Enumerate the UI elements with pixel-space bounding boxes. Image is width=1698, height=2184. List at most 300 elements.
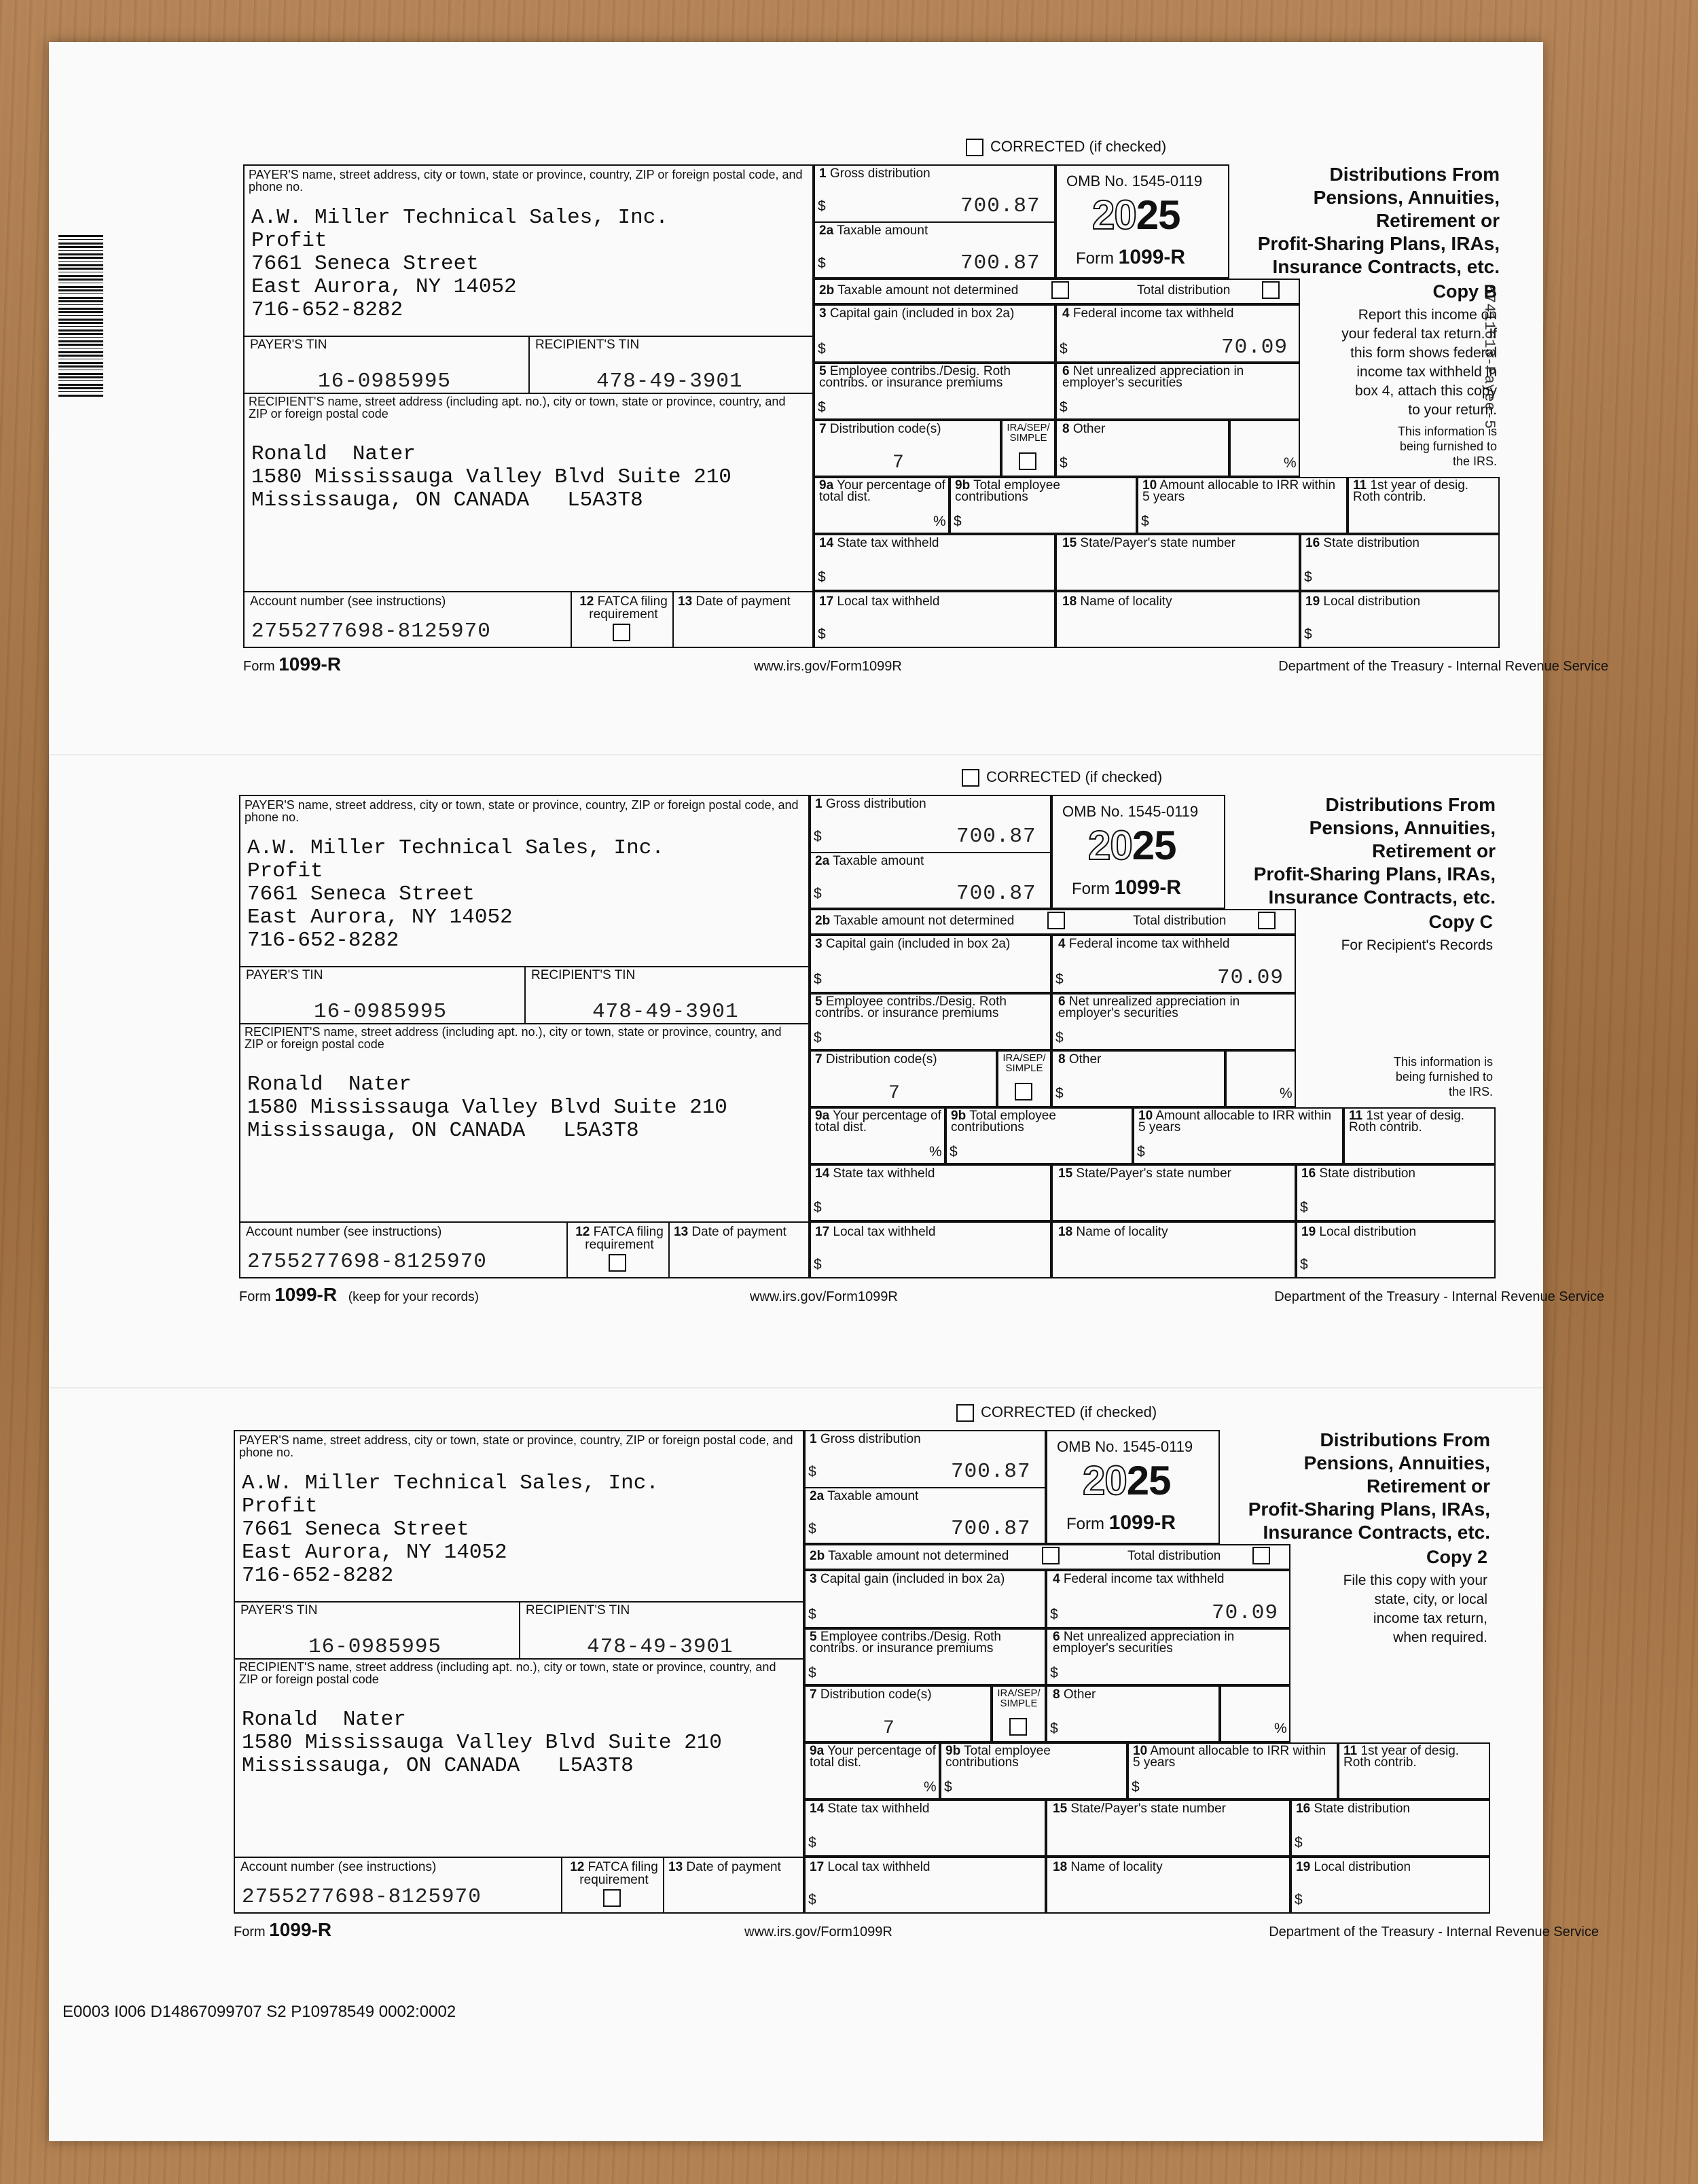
dollar-sign: $ [814,829,822,844]
percent-sign: % [929,1144,942,1160]
label-text: State/Payer's state number [1076,1166,1231,1181]
label-text: 1st year of desig. Roth contrib. [1349,1109,1465,1134]
dollar-sign: $ [1060,455,1068,471]
label-text: Capital gain (included in box 2a) [820,1572,1005,1586]
payer-line: 716-652-8282 [251,298,403,322]
dollar-sign: $ [1050,1607,1058,1622]
label-text: Name of locality [1076,1225,1168,1239]
fatca-checkbox[interactable] [609,1254,626,1272]
dollar-sign: $ [1295,1892,1303,1908]
field-label [1296,1861,1486,1874]
label-text: Employee contribs./Desig. Roth contribs. or insurance premiums [810,1630,1001,1655]
gross-distribution-value: 700.87 [951,1460,1031,1484]
ira-label: IRA/SEP/ SIMPLE [1002,1052,1046,1074]
field-label [819,224,1050,237]
box-number: 14 [819,536,834,550]
fatca-label [576,595,671,621]
box-number: 5 [810,1630,817,1644]
payer-line: Profit [242,1494,318,1518]
title-line: Retirement or [1371,840,1496,861]
box-number: 9b [951,1109,967,1123]
box-number: 4 [1053,1572,1060,1586]
payer-line: A.W. Miller Technical Sales, Inc. [242,1471,659,1495]
taxable-amount-value: 700.87 [956,882,1036,906]
form-word: Form [1076,249,1114,268]
label-text: Federal income tax withheld [1072,306,1234,321]
field-label [239,1434,796,1458]
label-text: Date of payment [696,594,791,609]
field-label [1053,1688,1216,1701]
label-text: 1st year of desig. Roth contrib. [1353,478,1469,504]
form-number: 1099-R [1108,1511,1176,1534]
copy-desc-line: box 4, attach this copy [1355,383,1497,399]
recipient-line: 1580 Mississauga Valley Blvd Suite 210 [242,1731,722,1755]
dollar-sign: $ [818,399,826,415]
copy-name: Copy B [1432,281,1497,302]
field-label [1053,1631,1284,1654]
rule [566,1221,568,1278]
label-text: Account number (see instructions) [240,1860,437,1874]
copy-desc-line: to your return. [1408,402,1497,418]
furnish-line: This information is [1393,1055,1493,1069]
rule [561,1857,562,1914]
tax-year [1088,822,1176,869]
label-text: State distribution [1314,1802,1410,1816]
department-note: Department of the Treasury - Internal Revenue Service [1274,1289,1604,1304]
dollar-sign: $ [808,1665,816,1681]
furnish-note [1312,1054,1493,1099]
label-text: PAYER'S name, street address, city or town, state or province, country, ZIP or foreign postal code, and phone no. [239,1433,793,1459]
label-text: Local distribution [1319,1225,1417,1239]
label-text: PAYER'S name, street address, city or town, state or province, country, ZIP or foreign postal code, and phone no. [249,168,803,194]
field-label [1305,595,1496,608]
rule [239,1023,810,1024]
rule [810,852,1051,853]
dollar-sign: $ [1300,1257,1308,1272]
field-label [810,1433,1041,1446]
payer-line: East Aurora, NY 14052 [242,1541,507,1564]
field-label [815,937,1046,950]
recipient-line: Mississauga, ON CANADA L5A3T8 [247,1119,639,1143]
box-number: 16 [1305,536,1320,550]
account-number-value: 2755277698-8125970 [251,620,491,643]
dollar-sign: $ [1137,1144,1145,1160]
box-number: 3 [815,937,823,951]
box-number: 1 [810,1432,817,1446]
field-label [815,1167,1046,1180]
box-number: 16 [1296,1802,1311,1816]
dollar-sign: $ [1304,569,1312,585]
dollar-sign: $ [808,1607,816,1622]
ira-checkbox[interactable] [1015,1083,1032,1100]
label-text: Taxable amount not determined [828,1549,1009,1563]
corrected-label: CORRECTED (if checked) [981,1403,1157,1420]
label-text: State/Payer's state number [1070,1802,1226,1816]
not-determined-checkbox[interactable] [1051,281,1069,299]
field-label [249,168,806,193]
field-label [819,365,1050,389]
box-number: 7 [810,1687,817,1702]
form-number: 1099-R [269,1919,332,1940]
furnish-line: being furnished to [1395,1070,1493,1084]
box-number: 19 [1301,1225,1316,1239]
dollar-sign: $ [944,1779,952,1795]
rule [672,591,674,648]
field-label [249,395,806,420]
fold-line [49,754,1543,755]
dollar-sign: $ [818,569,826,585]
box-number: 10 [1142,478,1157,493]
title-line: Insurance Contracts, etc. [1263,1522,1490,1543]
total-distribution-checkbox[interactable] [1252,1547,1270,1564]
label-text: Local tax withheld [837,594,940,609]
label-text: Distribution code(s) [820,1687,932,1702]
dollar-sign: $ [1055,1030,1064,1045]
furnish-line: the IRS. [1448,1085,1493,1098]
box-number: 2a [810,1489,825,1503]
field-label [819,167,1050,180]
label-text: Net unrealized appreciation in employer's securities [1062,364,1244,390]
label-text: FATCA filing requirement [585,1225,664,1252]
field-label [1137,284,1273,297]
year-solid: 25 [1136,192,1180,238]
field-label [819,307,1050,320]
field-label [1133,914,1269,927]
box-number: 19 [1296,1860,1311,1874]
recipient-info [251,443,731,512]
label-text: FATCA filing requirement [589,594,668,622]
label-text: RECIPIENT'S TIN [531,968,636,982]
label-text: Local tax withheld [833,1225,936,1239]
box-number: 11 [1343,1744,1358,1758]
rule [243,393,814,394]
dollar-sign: $ [950,1144,958,1160]
form-word: Form [234,1925,266,1939]
form-title [1220,1429,1490,1544]
label-text: Total distribution [1127,1549,1221,1563]
box-number: 9b [955,478,971,493]
dollar-sign: $ [814,886,822,901]
rule [239,1221,810,1223]
box-number: 9a [810,1744,825,1758]
label-text: Local tax withheld [827,1860,931,1874]
title-line: Insurance Contracts, etc. [1268,887,1496,908]
form-name [1076,246,1185,269]
box-number: 15 [1062,536,1077,550]
label-text: Taxable amount [837,223,928,238]
form-word: Form [1072,880,1110,898]
rule [234,1658,804,1660]
field-label [1062,423,1225,435]
label-text: Local distribution [1323,594,1421,609]
copy-description [1290,1571,1487,1647]
taxable-amount-value: 700.87 [960,251,1041,275]
irs-url: www.irs.gov/Form1099R [750,1289,898,1304]
box-number: 17 [815,1225,830,1239]
corrected-checkbox[interactable] [956,1404,974,1422]
field-label [245,799,801,823]
copy-desc-line: state, city, or local [1374,1592,1487,1607]
box-number: 8 [1062,422,1070,436]
copy-name: Copy 2 [1426,1547,1487,1567]
payer-line: 7661 Seneca Street [251,252,479,276]
title-line: Pensions, Annuities, [1303,1452,1490,1473]
fatca-checkbox[interactable] [613,624,630,641]
payer-line: 716-652-8282 [242,1564,394,1588]
field-label [678,595,814,608]
box-number: 17 [810,1860,825,1874]
box-number: 10 [1133,1744,1148,1758]
omb-number: OMB No. 1545-0119 [1062,803,1199,820]
form-footer-name [239,1284,479,1306]
box-number: 6 [1053,1630,1060,1644]
label-text: Net unrealized appreciation in employer's securities [1053,1630,1235,1655]
dollar-sign: $ [1050,1665,1058,1681]
label-text: RECIPIENT'S TIN [526,1603,630,1617]
recipient-line: Ronald Nater [242,1708,406,1732]
percent-sign: % [1284,455,1297,471]
label-text: Taxable amount not determined [833,914,1015,928]
field-label [535,338,739,351]
box-number: 2b [810,1549,825,1563]
irs-url: www.irs.gov/Form1099R [744,1925,892,1939]
field-label [668,1861,804,1874]
box-number: 18 [1058,1225,1073,1239]
field-label [1343,1745,1486,1768]
recipient-line: Mississauga, ON CANADA L5A3T8 [242,1754,634,1778]
field-label [810,1490,1041,1503]
dollar-sign: $ [808,1892,816,1908]
box-number: 14 [810,1802,825,1816]
barcode [58,235,103,397]
box-number: 11 [1349,1109,1363,1123]
payer-line: East Aurora, NY 14052 [251,275,517,299]
form-copy-1 [239,766,1604,1305]
label-text: Name of locality [1070,1860,1163,1874]
box-number: 2b [819,283,835,298]
field-label [674,1225,810,1238]
payer-info [251,207,668,322]
furnish-line: being furnished to [1399,440,1497,453]
omb-number: OMB No. 1545-0119 [1066,173,1203,190]
department-note: Department of the Treasury - Internal Revenue Service [1269,1925,1599,1939]
label-text: FATCA filing requirement [579,1860,658,1887]
box-number: 3 [819,306,827,321]
form-title [1225,793,1496,909]
field-label [819,284,1064,297]
rule [524,966,526,1023]
form-copy-0 [243,136,1608,675]
dollar-sign: $ [814,1200,822,1215]
field-label [815,1110,944,1133]
form-number: 1099-R [1118,246,1186,268]
title-line: Profit-Sharing Plans, IRAs, [1253,863,1496,884]
label-text: PAYER'S TIN [246,968,323,982]
year-outline: 20 [1088,823,1132,868]
recipient-line: 1580 Mississauga Valley Blvd Suite 210 [247,1096,727,1120]
field-label [1133,1745,1330,1768]
field-label [815,996,1046,1019]
form-copy-2 [234,1401,1599,1940]
field-label [1301,1225,1492,1238]
title-line: Retirement or [1366,1475,1490,1497]
fatca-checkbox[interactable] [603,1889,621,1907]
copy-desc-line: Report this income on [1358,307,1497,323]
box-number: 14 [815,1166,830,1181]
payer-line: Profit [251,229,327,253]
label-text: Taxable amount not determined [837,283,1019,298]
rule [519,1601,520,1658]
recipient-tin-value: 478-49-3901 [587,1635,734,1659]
dollar-sign: $ [818,198,826,214]
dollar-sign: $ [1055,971,1064,987]
box-number: 8 [1053,1687,1060,1702]
field-label [1296,1802,1486,1815]
copy-desc-line: income tax return, [1373,1611,1487,1626]
rule [528,336,530,393]
title-line: Pensions, Annuities, [1313,187,1500,208]
year-solid: 25 [1132,823,1176,868]
label-text: Total distribution [1137,283,1231,298]
gross-distribution-value: 700.87 [956,825,1036,848]
recipient-line: Mississauga, ON CANADA L5A3T8 [251,488,643,512]
payer-tin-value: 16-0985995 [314,1000,448,1024]
federal-withheld-value: 70.09 [1212,1601,1279,1625]
label-text: Amount allocable to IRR within 5 years [1133,1744,1326,1770]
field-label [951,1110,1127,1133]
label-text: Total employee contributions [945,1744,1051,1770]
field-label [1062,365,1293,389]
label-text: 1st year of desig. Roth contrib. [1343,1744,1460,1770]
field-label [246,969,450,982]
title-line: Insurance Contracts, etc. [1272,256,1500,277]
title-line: Profit-Sharing Plans, IRAs, [1257,233,1500,254]
label-text: PAYER'S TIN [240,1603,318,1617]
label-text: Gross distribution [825,797,926,811]
percent-sign: % [1274,1721,1287,1736]
form-number: 1099-R [1114,876,1182,899]
ira-checkbox[interactable] [1019,452,1036,470]
box-number: 13 [668,1860,683,1874]
box-number: 12 [575,1225,590,1239]
dollar-sign: $ [818,626,826,642]
label-text: Capital gain (included in box 2a) [825,937,1011,951]
copy-desc-line: when required. [1393,1630,1487,1645]
field-label [815,1225,1046,1238]
box-number: 18 [1062,594,1077,609]
dollar-sign: $ [814,1030,822,1045]
box-number: 7 [815,1052,823,1067]
recipient-tin-value: 478-49-3901 [592,1000,739,1024]
dollar-sign: $ [1132,1779,1140,1795]
box-number: 2b [815,914,831,928]
box-number: 17 [819,594,834,609]
box-number: 5 [815,995,823,1009]
form-footer-name [243,654,348,675]
tax-year [1083,1457,1171,1504]
form-title [1229,163,1500,279]
field-label [1062,595,1293,608]
field-label [810,1631,1041,1654]
field-label [526,1604,729,1617]
dollar-sign: $ [818,255,826,271]
label-text: Your percentage of total dist. [810,1744,936,1770]
field-label [240,1861,553,1874]
label-text: Federal income tax withheld [1068,937,1230,951]
form-word: Form [1066,1515,1104,1533]
corrected-label: CORRECTED (if checked) [990,138,1167,155]
field-label [1058,1053,1221,1066]
corrected-label: CORRECTED (if checked) [986,768,1163,785]
payer-info [247,837,664,952]
year-solid: 25 [1126,1458,1171,1503]
box-number: 19 [1305,594,1320,609]
total-distribution-checkbox[interactable] [1258,912,1276,929]
year-outline: 20 [1083,1458,1127,1503]
rule [668,1221,670,1278]
form-name [1066,1511,1176,1535]
box-number: 11 [1353,478,1367,493]
field-label [1305,537,1496,550]
not-determined-checkbox[interactable] [1042,1547,1060,1564]
copy-description [1296,936,1493,955]
form-word: Form [239,1289,271,1304]
taxable-amount-value: 700.87 [951,1517,1031,1541]
ira-checkbox[interactable] [1009,1718,1027,1736]
label-text: Other [1063,1687,1096,1702]
box-number: 5 [819,364,827,378]
fatca-label [572,1225,667,1251]
recipient-line: Ronald Nater [251,442,416,466]
label-text: State tax withheld [833,1166,935,1181]
label-text: Distribution code(s) [829,422,941,436]
box-number: 3 [810,1572,817,1586]
field-label [1301,1167,1492,1180]
dollar-sign: $ [1295,1835,1303,1850]
copy-name: Copy C [1428,912,1493,932]
fold-line [49,1387,1543,1389]
corrected-checkbox[interactable] [966,139,983,156]
corrected-checkbox[interactable] [962,769,979,787]
field-label [1053,1861,1284,1874]
field-label [1058,1167,1289,1180]
label-text: Date of payment [686,1860,781,1874]
label-text: Taxable amount [833,854,924,868]
label-text: Total employee contributions [951,1109,1056,1134]
field-label [1349,1110,1492,1133]
label-text: PAYER'S TIN [250,338,327,352]
payer-info [242,1472,659,1588]
label-text: PAYER'S name, street address, city or town, state or province, country, ZIP or foreign postal code, and phone no. [245,798,799,824]
footer-note: (keep for your records) [348,1290,479,1304]
label-text: State tax withheld [827,1802,930,1816]
box-number: 16 [1301,1166,1316,1181]
total-distribution-checkbox[interactable] [1262,281,1280,299]
rule [243,591,814,592]
label-text: Amount allocable to IRR within 5 years [1142,478,1336,504]
label-text: State/Payer's state number [1080,536,1235,550]
federal-withheld-value: 70.09 [1217,966,1284,990]
label-text: Employee contribs./Desig. Roth contribs. or insurance premiums [819,364,1011,390]
label-text: Capital gain (included in box 2a) [829,306,1015,321]
label-text: Account number (see instructions) [250,594,446,609]
rule [663,1857,664,1914]
label-text: State distribution [1323,536,1420,550]
distribution-code-value: 7 [888,1083,901,1104]
field-label [1058,1225,1289,1238]
label-text: Local distribution [1314,1860,1411,1874]
not-determined-checkbox[interactable] [1047,912,1065,929]
